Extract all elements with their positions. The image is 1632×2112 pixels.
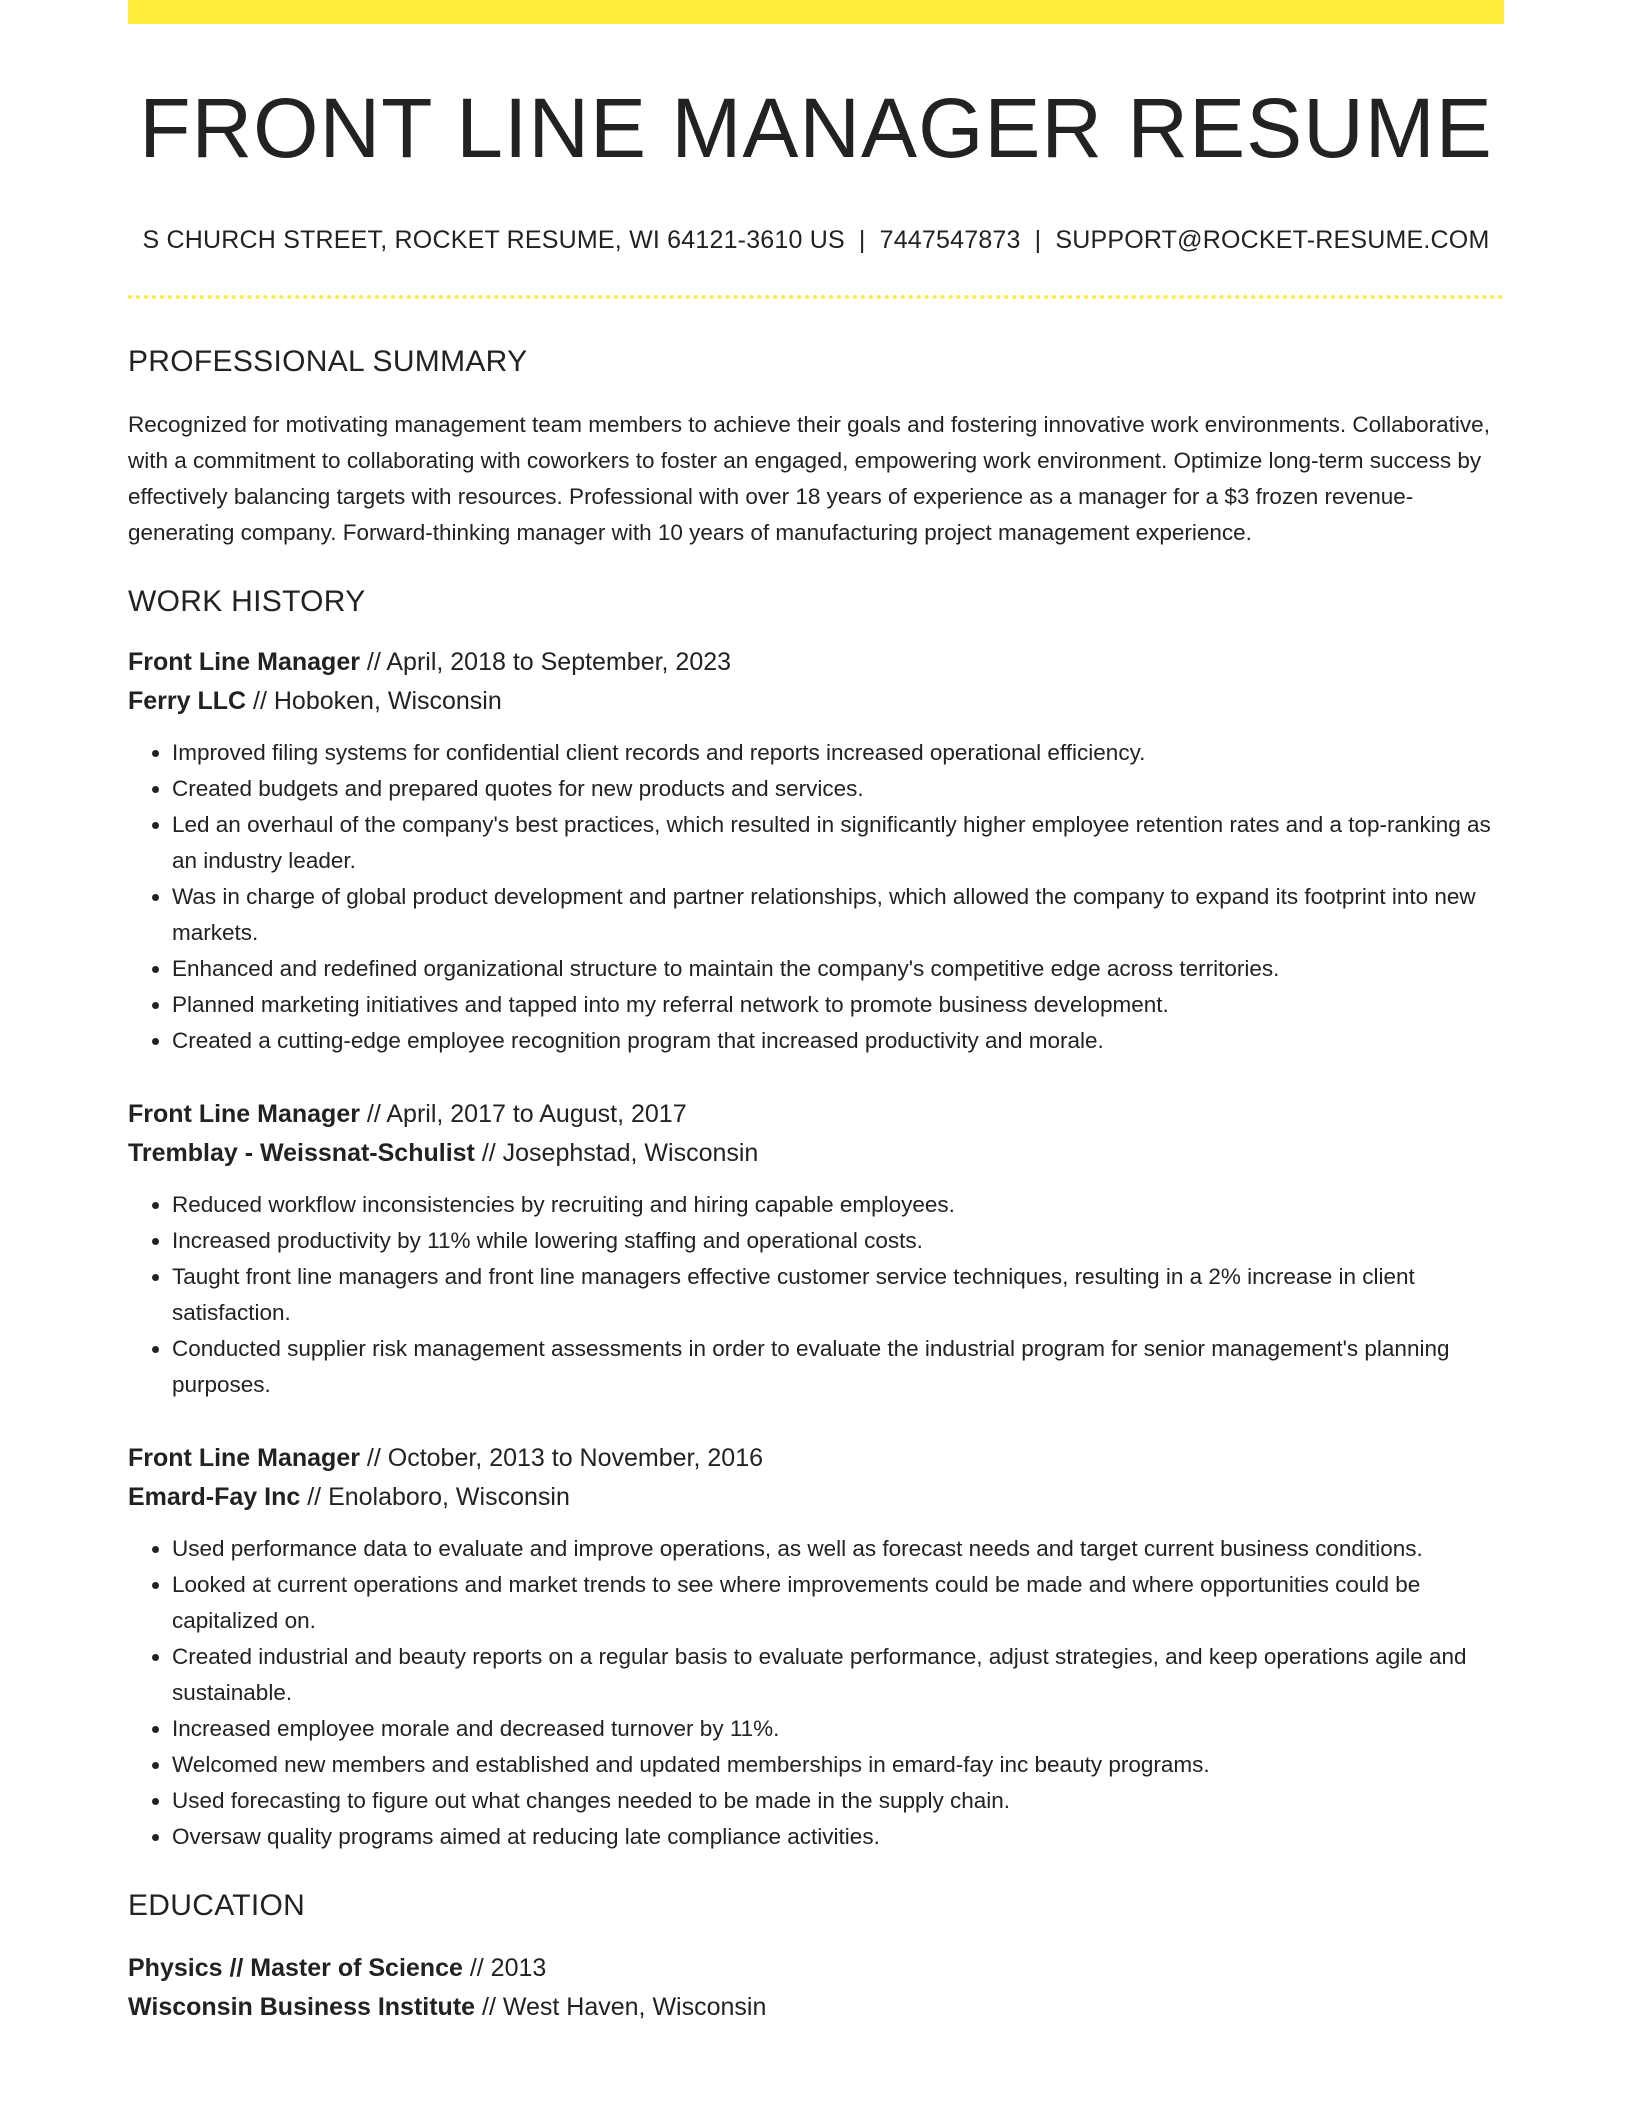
bullet-item: • Created budgets and prepared quotes for new products and services. [172,771,1504,807]
contact-address: S CHURCH STREET, ROCKET RESUME, WI 64121-3610 US [142,226,845,255]
job-company: Ferry LLC [128,687,247,716]
education-school-line [128,1988,1504,2027]
bullet-item: • Planned marketing initiatives and tapped into my referral network to promote business development. [172,987,1504,1023]
job-company: Tremblay - Weissnat-Schulist [128,1139,475,1168]
job-company-line [128,682,1504,721]
job-title: Front Line Manager [128,1444,360,1473]
bullet-item: • Enhanced and redefined organizational structure to maintain the company's competitive edge across territories. [172,951,1504,987]
bullet-item: • Increased employee morale and decreased turnover by 11%. [172,1711,1504,1747]
bullet-item: • Created industrial and beauty reports on a regular basis to evaluate performance, adjust strategies, and keep operations agile and sustainable. [172,1639,1504,1711]
job-entry [128,643,1504,1059]
job-company: Emard-Fay Inc [128,1483,301,1512]
bullet-item: • Was in charge of global product development and partner relationships, which allowed the company to expand its footprint into new markets. [172,879,1504,951]
contact-email: SUPPORT@ROCKET-RESUME.COM [1055,226,1490,255]
education-school: Wisconsin Business Institute [128,1993,476,2022]
work-history-heading: WORK HISTORY [128,585,366,619]
job-entry [128,1439,1504,1855]
job-title-line [128,643,1504,682]
contact-phone: 7447547873 [879,226,1021,255]
education-degree-line [128,1949,1504,1988]
job-title: Front Line Manager [128,1100,360,1129]
education-degree: Physics // Master of Science [128,1954,463,1983]
summary-text: Recognized for motivating management team members to achieve their goals and fostering innovative work environments. Collaborative, with a commitment to collaborating with coworkers to foster an engaged, empowering work environment. Optimize long-term success by effectively balancing targets with resources. Professional with over 18 years of experience as a manager for a $3 frozen revenue-generating company. Forward-thinking manager with 10 years of manufacturing project management experience. [128,412,1490,546]
bullet-item: • Increased productivity by 11% while lowering staffing and operational costs. [172,1223,1504,1259]
job-location: // Hoboken, Wisconsin [246,687,502,716]
bullet-item: • Taught front line managers and front line managers effective customer service techniques, resulting in a 2% increase in client satisfaction. [172,1259,1504,1331]
bullet-item: • Looked at current operations and market trends to see where improvements could be made and where opportunities could be capitalized on. [172,1567,1504,1639]
summary-heading: PROFESSIONAL SUMMARY [128,345,528,379]
job-bullets [128,1531,1504,1855]
bullet-item: • Used performance data to evaluate and improve operations, as well as forecast needs and target current business conditions. [172,1531,1504,1567]
job-location: // Enolaboro, Wisconsin [300,1483,570,1512]
job-title-line [128,1095,1504,1134]
dotted-divider [128,295,1504,299]
page-title: FRONT LINE MANAGER RESUME [139,81,1493,175]
job-company-line [128,1134,1504,1173]
contact-line [128,226,1504,255]
job-company-line [128,1478,1504,1517]
contact-separator: | [858,226,866,255]
top-accent-bar [128,0,1504,24]
education-year: // 2013 [462,1954,547,1983]
job-title-line [128,1439,1504,1478]
bullet-item: • Improved filing systems for confidential client records and reports increased operational efficiency. [172,735,1504,771]
job-dates: // April, 2018 to September, 2023 [359,648,732,677]
bullet-item: • Welcomed new members and established and updated memberships in emard-fay inc beauty programs. [172,1747,1504,1783]
education-heading: EDUCATION [128,1889,306,1923]
bullet-item: • Led an overhaul of the company's best practices, which resulted in significantly higher employee retention rates and a top-ranking as an industry leader. [172,807,1504,879]
bullet-item: • Reduced workflow inconsistencies by recruiting and hiring capable employees. [172,1187,1504,1223]
job-location: // Josephstad, Wisconsin [474,1139,759,1168]
resume-page [128,0,1504,2027]
education-entry [128,1949,1504,2027]
job-dates: // April, 2017 to August, 2017 [359,1100,687,1129]
job-bullets [128,735,1504,1059]
bullet-item: • Created a cutting-edge employee recognition program that increased productivity and morale. [172,1023,1504,1059]
bullet-item: • Conducted supplier risk management assessments in order to evaluate the industrial program for senior management's planning purposes. [172,1331,1504,1403]
contact-separator: | [1034,226,1042,255]
education-location: // West Haven, Wisconsin [475,1993,767,2022]
job-title: Front Line Manager [128,648,360,677]
job-entry [128,1095,1504,1403]
bullet-item: • Oversaw quality programs aimed at reducing late compliance activities. [172,1819,1504,1855]
job-bullets [128,1187,1504,1403]
bullet-item: • Used forecasting to figure out what changes needed to be made in the supply chain. [172,1783,1504,1819]
job-dates: // October, 2013 to November, 2016 [359,1444,763,1473]
